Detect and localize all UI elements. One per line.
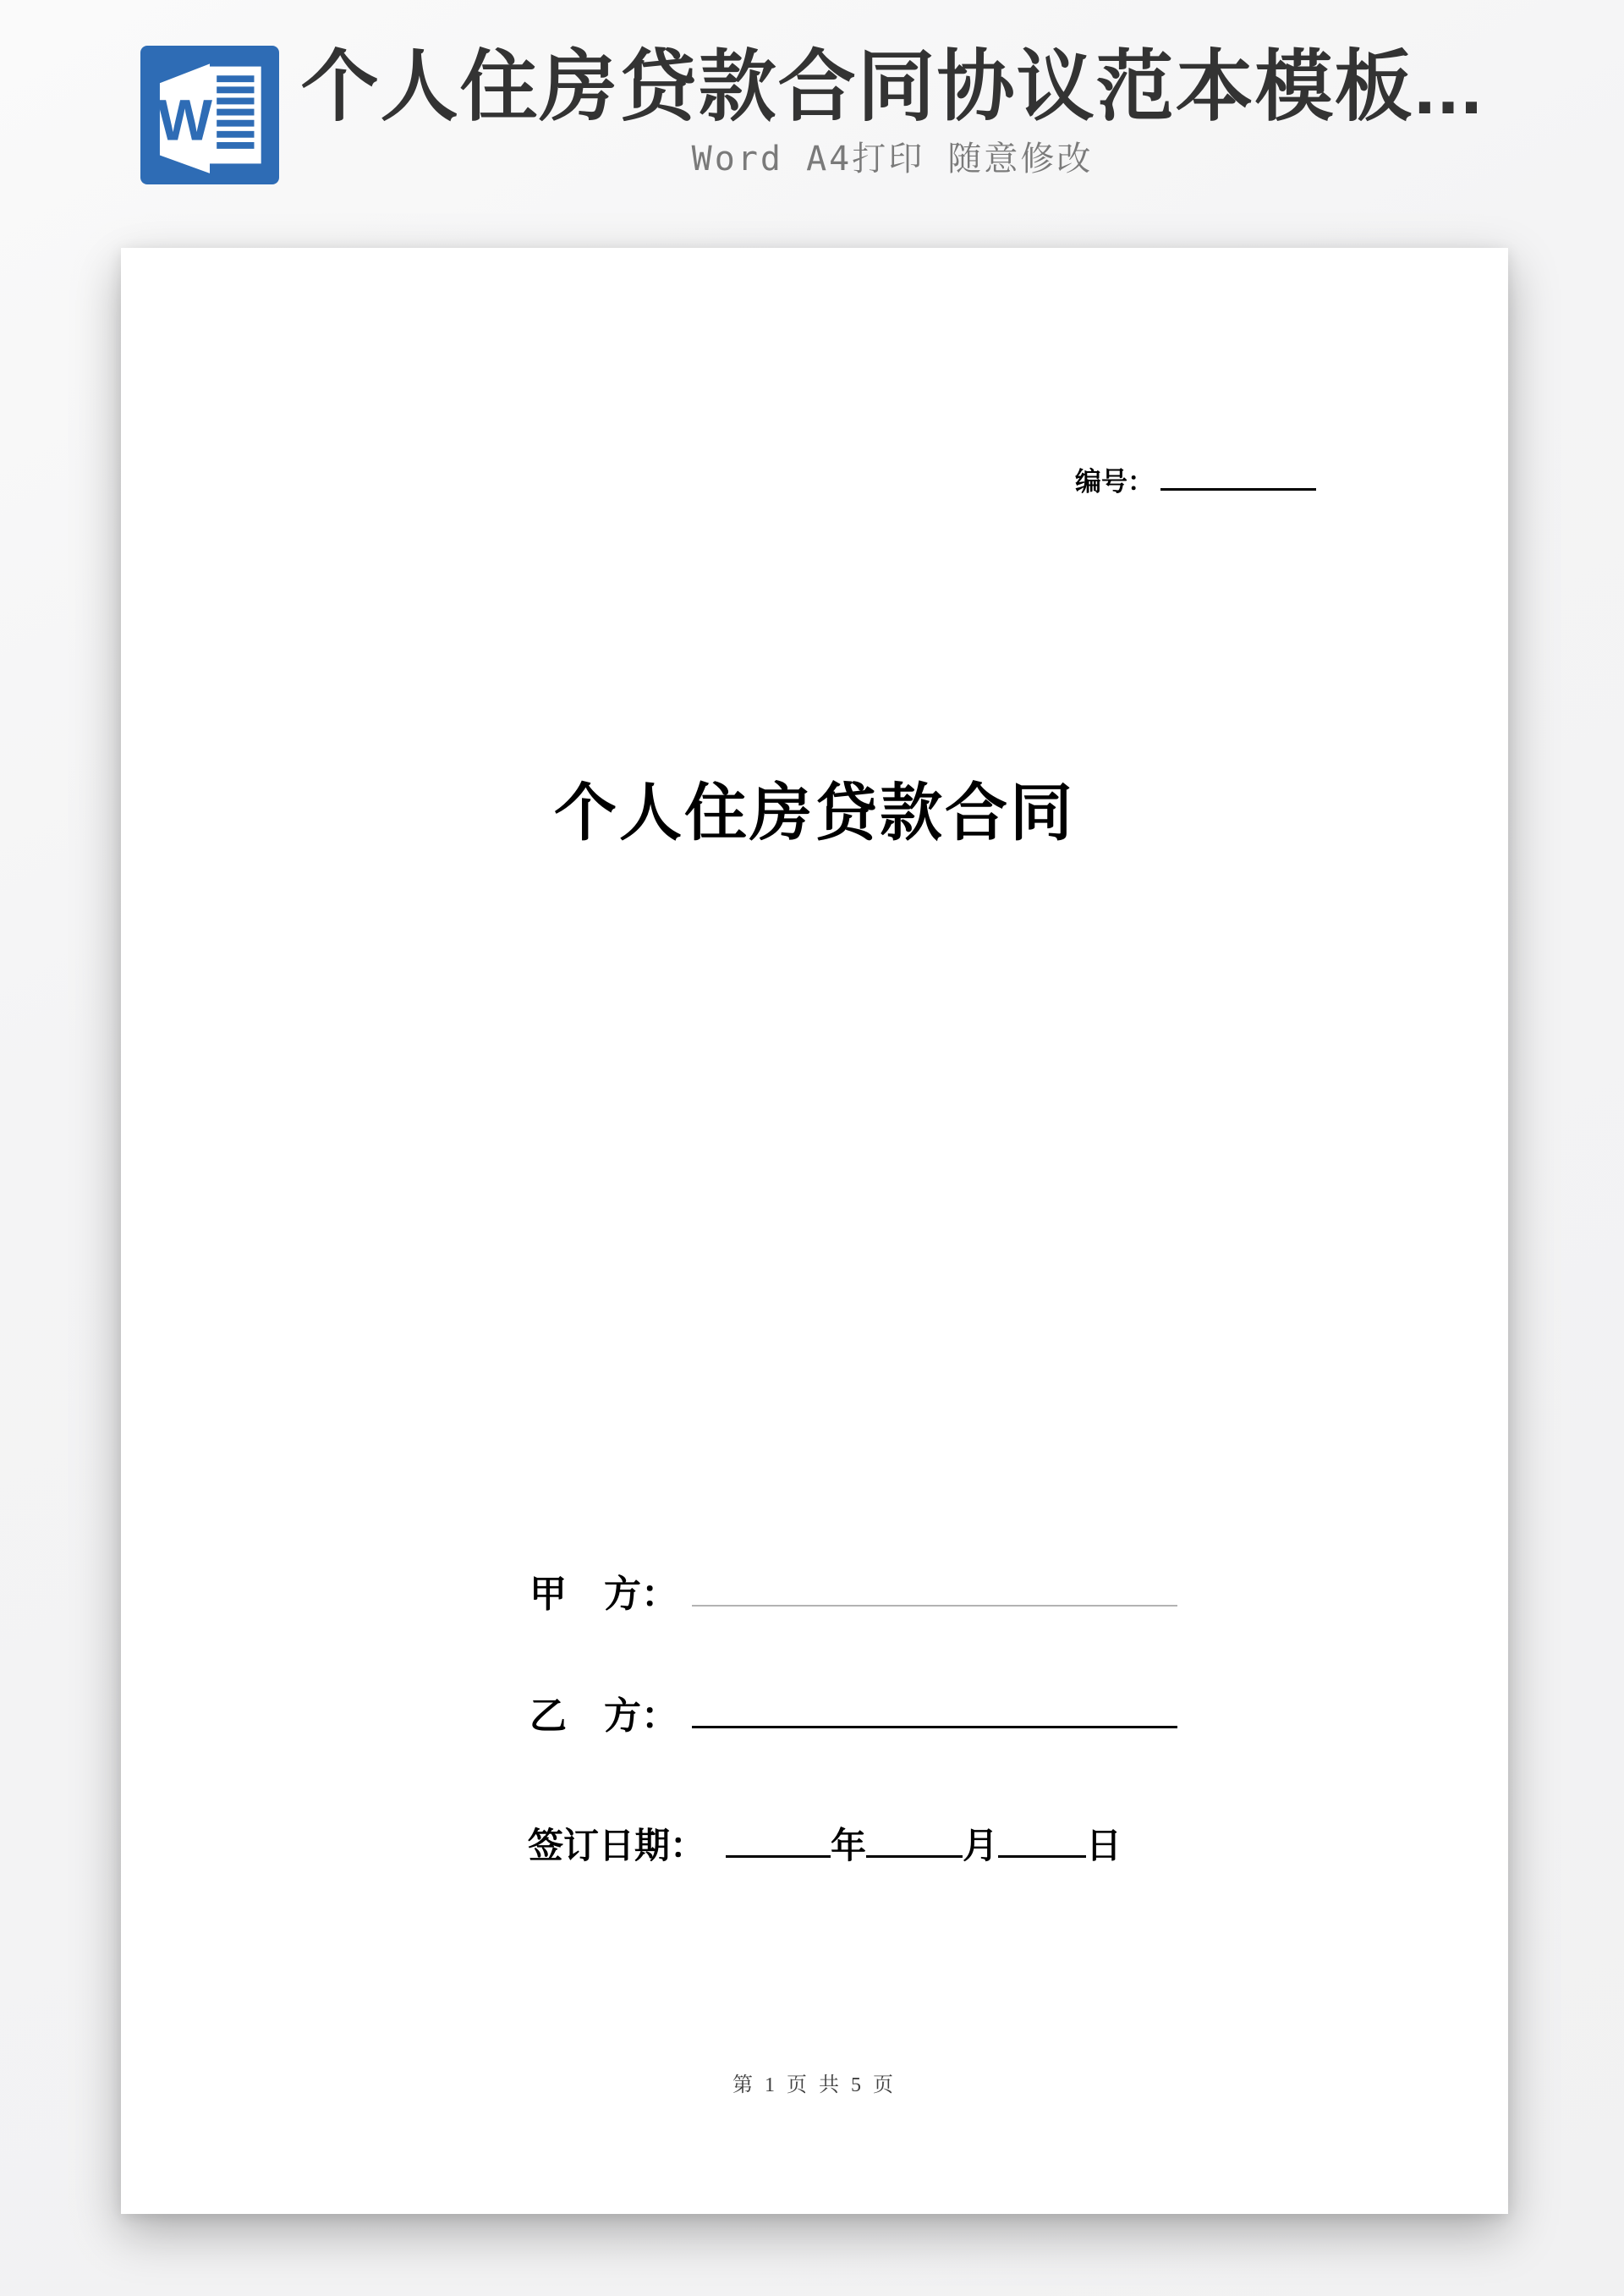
party-a-row (529, 1569, 1177, 1616)
word-icon (140, 46, 279, 184)
sign-date-label: 签订日期： (528, 1827, 706, 1866)
serial-number-row (1075, 461, 1316, 497)
sign-date-month-blank-line (866, 1821, 963, 1858)
party-a-blank-line (692, 1569, 1177, 1607)
year-label: 年 (831, 1827, 867, 1866)
template-subtitle: Word A4打印 随意修改 (691, 140, 1094, 179)
serial-number-label: 编号： (1075, 467, 1154, 497)
contract-title: 个人住房贷款合同 (554, 779, 1075, 849)
month-label: 月 (963, 1827, 999, 1866)
day-label: 日 (1086, 1827, 1122, 1866)
page-number-footer: 第 1 页 共 5 页 (732, 2074, 897, 2096)
word-icon-letter: W (156, 87, 212, 153)
party-a-label: 甲 方： (529, 1574, 678, 1615)
document-page (121, 248, 1508, 2214)
sign-date-day-blank-line (998, 1821, 1086, 1858)
sign-date-year-blank-line (726, 1821, 831, 1858)
party-b-blank-line (692, 1690, 1177, 1728)
party-b-label: 乙 方： (529, 1695, 678, 1737)
serial-number-blank-line (1160, 461, 1316, 491)
party-b-row (529, 1690, 1177, 1738)
header-text-block (301, 46, 1484, 178)
template-header (0, 46, 1624, 184)
template-title: 个人住房贷款合同协议范本模板... (300, 44, 1484, 130)
sign-date-row (528, 1821, 1122, 1868)
